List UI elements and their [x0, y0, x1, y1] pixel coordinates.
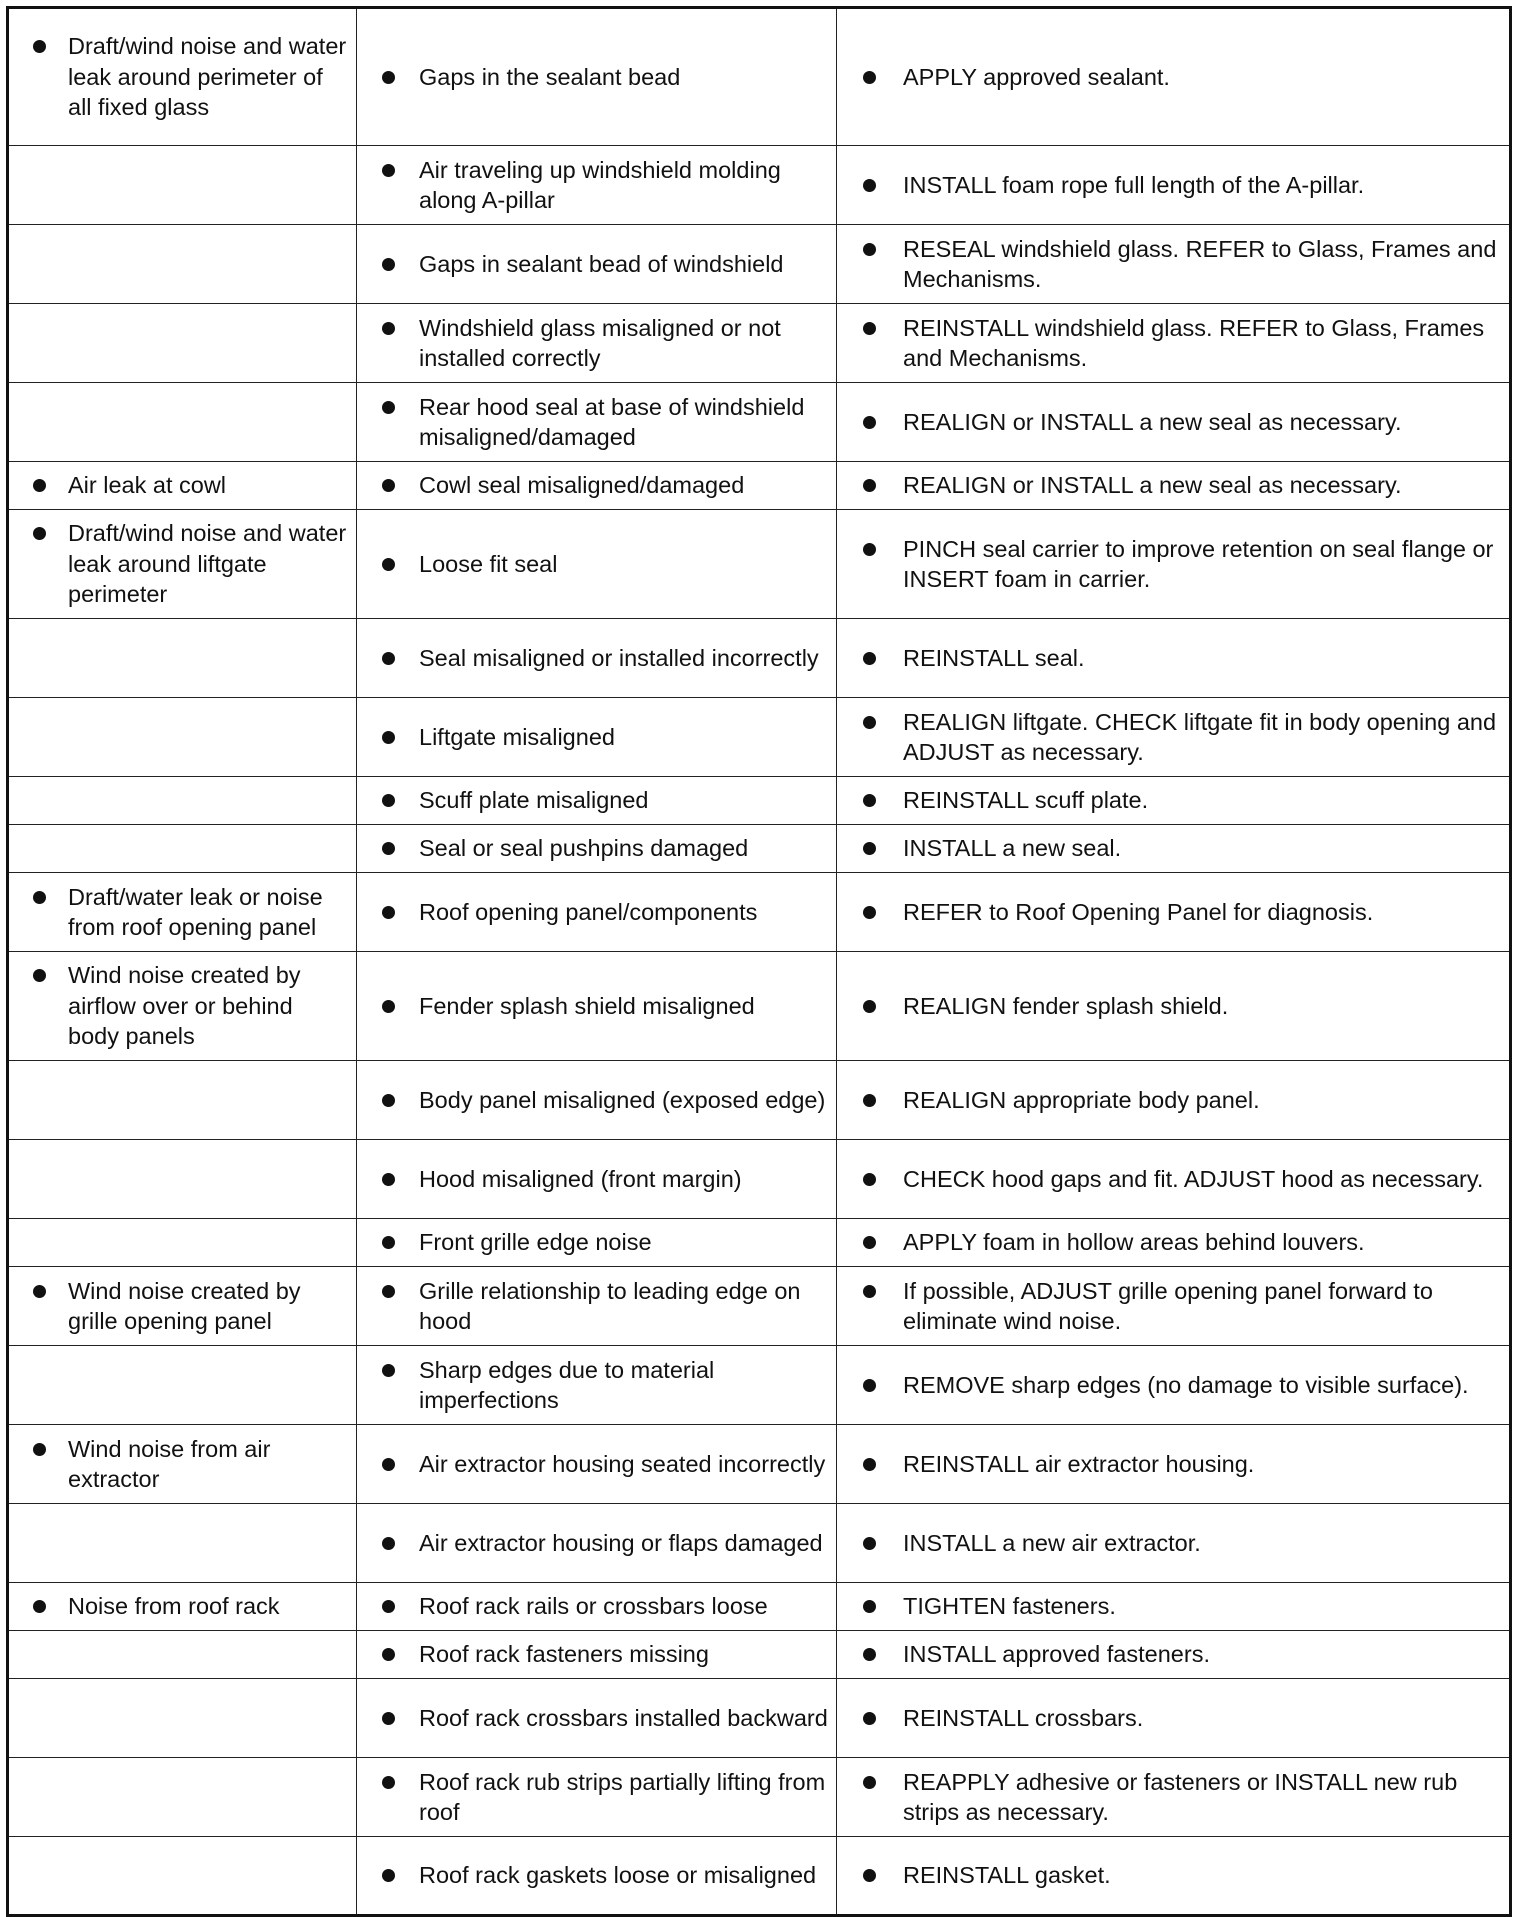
table-row — [8, 1679, 1511, 1758]
table-row — [8, 1425, 1511, 1504]
action-cell — [837, 619, 1511, 698]
table-row — [8, 1837, 1511, 1916]
table-row — [8, 1758, 1511, 1837]
table-row — [8, 510, 1511, 619]
cause-cell — [357, 383, 837, 462]
action-text: APPLY foam in hollow areas behind louvers. — [849, 1227, 1501, 1258]
cause-cell — [357, 698, 837, 777]
action-cell — [837, 146, 1511, 225]
condition-cell — [8, 510, 357, 619]
condition-cell — [8, 462, 357, 510]
condition-text: Wind noise created by grille opening panel — [21, 1276, 348, 1337]
table-row — [8, 698, 1511, 777]
table-row — [8, 777, 1511, 825]
cause-text: Gaps in the sealant bead — [369, 62, 828, 93]
action-text: REFER to Roof Opening Panel for diagnosis. — [849, 897, 1501, 928]
cause-cell — [357, 777, 837, 825]
cause-cell — [357, 304, 837, 383]
action-cell — [837, 1425, 1511, 1504]
condition-cell — [8, 1140, 357, 1219]
table-row — [8, 1219, 1511, 1267]
condition-text: Wind noise from air extractor — [21, 1434, 348, 1495]
table-row — [8, 825, 1511, 873]
cause-text: Sharp edges due to material imperfections — [369, 1355, 828, 1416]
table-row — [8, 1346, 1511, 1425]
action-text: REALIGN appropriate body panel. — [849, 1085, 1501, 1116]
condition-cell — [8, 1061, 357, 1140]
condition-cell — [8, 8, 357, 146]
cause-cell — [357, 8, 837, 146]
action-cell — [837, 1346, 1511, 1425]
cause-text: Rear hood seal at base of windshield misaligned/damaged — [369, 392, 828, 453]
cause-cell — [357, 1583, 837, 1631]
action-text: TIGHTEN fasteners. — [849, 1591, 1501, 1622]
action-cell — [837, 952, 1511, 1061]
cause-text: Cowl seal misaligned/damaged — [369, 470, 828, 501]
condition-text: Draft/water leak or noise from roof opening panel — [21, 882, 348, 943]
cause-text: Roof rack rails or crossbars loose — [369, 1591, 828, 1622]
condition-cell — [8, 304, 357, 383]
action-text: REINSTALL gasket. — [849, 1860, 1501, 1891]
cause-text: Gaps in sealant bead of windshield — [369, 249, 828, 280]
action-text: PINCH seal carrier to improve retention on seal flange or INSERT foam in carrier. — [849, 534, 1501, 595]
action-cell — [837, 8, 1511, 146]
cause-cell — [357, 1679, 837, 1758]
action-text: REALIGN or INSTALL a new seal as necessary. — [849, 407, 1501, 438]
condition-text: Wind noise created by airflow over or behind body panels — [21, 960, 348, 1052]
table-row — [8, 1504, 1511, 1583]
action-cell — [837, 304, 1511, 383]
cause-cell — [357, 873, 837, 952]
cause-text: Hood misaligned (front margin) — [369, 1164, 828, 1195]
cause-text: Roof rack rub strips partially lifting from roof — [369, 1767, 828, 1828]
condition-cell — [8, 825, 357, 873]
table-row — [8, 146, 1511, 225]
action-text: If possible, ADJUST grille opening panel forward to eliminate wind noise. — [849, 1276, 1501, 1337]
action-text: REINSTALL scuff plate. — [849, 785, 1501, 816]
action-cell — [837, 873, 1511, 952]
cause-text: Seal or seal pushpins damaged — [369, 833, 828, 864]
cause-cell — [357, 146, 837, 225]
condition-cell — [8, 1267, 357, 1346]
action-cell — [837, 1679, 1511, 1758]
condition-text: Draft/wind noise and water leak around perimeter of all fixed glass — [21, 31, 348, 123]
cause-text: Front grille edge noise — [369, 1227, 828, 1258]
diagnosis-table-wrapper — [6, 6, 1510, 1917]
condition-cell — [8, 698, 357, 777]
condition-text: Noise from roof rack — [21, 1591, 348, 1622]
table-row — [8, 1631, 1511, 1679]
cause-cell — [357, 1219, 837, 1267]
condition-cell — [8, 1583, 357, 1631]
cause-text: Windshield glass misaligned or not installed correctly — [369, 313, 828, 374]
condition-cell — [8, 952, 357, 1061]
action-cell — [837, 1140, 1511, 1219]
action-text: CHECK hood gaps and fit. ADJUST hood as necessary. — [849, 1164, 1501, 1195]
cause-cell — [357, 1140, 837, 1219]
action-cell — [837, 1631, 1511, 1679]
condition-cell — [8, 619, 357, 698]
cause-cell — [357, 1425, 837, 1504]
cause-cell — [357, 619, 837, 698]
cause-text: Air extractor housing or flaps damaged — [369, 1528, 828, 1559]
condition-text: Draft/wind noise and water leak around liftgate perimeter — [21, 518, 348, 610]
action-cell — [837, 825, 1511, 873]
condition-text: Air leak at cowl — [21, 470, 348, 501]
action-cell — [837, 1583, 1511, 1631]
condition-cell — [8, 225, 357, 304]
cause-cell — [357, 510, 837, 619]
table-row — [8, 1583, 1511, 1631]
table-row — [8, 383, 1511, 462]
action-cell — [837, 383, 1511, 462]
action-text: INSTALL a new seal. — [849, 833, 1501, 864]
action-text: REMOVE sharp edges (no damage to visible surface). — [849, 1370, 1501, 1401]
condition-cell — [8, 1219, 357, 1267]
table-row — [8, 1061, 1511, 1140]
action-cell — [837, 1267, 1511, 1346]
table-row — [8, 225, 1511, 304]
cause-text: Body panel misaligned (exposed edge) — [369, 1085, 828, 1116]
condition-cell — [8, 777, 357, 825]
diagnosis-table — [6, 6, 1512, 1917]
action-cell — [837, 1061, 1511, 1140]
cause-cell — [357, 1758, 837, 1837]
condition-cell — [8, 1837, 357, 1916]
table-row — [8, 462, 1511, 510]
cause-text: Roof opening panel/components — [369, 897, 828, 928]
action-cell — [837, 777, 1511, 825]
action-text: REALIGN liftgate. CHECK liftgate fit in body opening and ADJUST as necessary. — [849, 707, 1501, 768]
action-cell — [837, 1758, 1511, 1837]
table-row — [8, 1140, 1511, 1219]
cause-text: Loose fit seal — [369, 549, 828, 580]
action-text: INSTALL foam rope full length of the A-pillar. — [849, 170, 1501, 201]
condition-cell — [8, 1758, 357, 1837]
cause-text: Liftgate misaligned — [369, 722, 828, 753]
action-text: RESEAL windshield glass. REFER to Glass, Frames and Mechanisms. — [849, 234, 1501, 295]
action-text: REINSTALL crossbars. — [849, 1703, 1501, 1734]
condition-cell — [8, 1425, 357, 1504]
action-text: REINSTALL seal. — [849, 643, 1501, 674]
condition-cell — [8, 1504, 357, 1583]
condition-cell — [8, 1631, 357, 1679]
cause-text: Scuff plate misaligned — [369, 785, 828, 816]
condition-cell — [8, 383, 357, 462]
action-text: REAPPLY adhesive or fasteners or INSTALL new rub strips as necessary. — [849, 1767, 1501, 1828]
cause-text: Roof rack gaskets loose or misaligned — [369, 1860, 828, 1891]
table-row — [8, 619, 1511, 698]
action-text: INSTALL a new air extractor. — [849, 1528, 1501, 1559]
table-row — [8, 1267, 1511, 1346]
cause-text: Seal misaligned or installed incorrectly — [369, 643, 828, 674]
action-text: REINSTALL windshield glass. REFER to Glass, Frames and Mechanisms. — [849, 313, 1501, 374]
cause-text: Grille relationship to leading edge on hood — [369, 1276, 828, 1337]
cause-cell — [357, 225, 837, 304]
cause-cell — [357, 1346, 837, 1425]
table-row — [8, 304, 1511, 383]
table-row — [8, 873, 1511, 952]
condition-cell — [8, 873, 357, 952]
table-row — [8, 952, 1511, 1061]
cause-cell — [357, 1504, 837, 1583]
cause-cell — [357, 1267, 837, 1346]
cause-text: Roof rack crossbars installed backward — [369, 1703, 828, 1734]
cause-cell — [357, 1837, 837, 1916]
action-cell — [837, 698, 1511, 777]
action-text: APPLY approved sealant. — [849, 62, 1501, 93]
action-text: REALIGN or INSTALL a new seal as necessary. — [849, 470, 1501, 501]
cause-text: Air traveling up windshield molding along A-pillar — [369, 155, 828, 216]
cause-cell — [357, 825, 837, 873]
action-cell — [837, 1219, 1511, 1267]
condition-cell — [8, 1346, 357, 1425]
action-cell — [837, 1837, 1511, 1916]
condition-cell — [8, 146, 357, 225]
cause-text: Roof rack fasteners missing — [369, 1639, 828, 1670]
cause-cell — [357, 1631, 837, 1679]
action-cell — [837, 1504, 1511, 1583]
diagnosis-table-body — [8, 8, 1511, 1916]
cause-cell — [357, 1061, 837, 1140]
action-text: REALIGN fender splash shield. — [849, 991, 1501, 1022]
cause-cell — [357, 952, 837, 1061]
action-cell — [837, 462, 1511, 510]
table-row — [8, 8, 1511, 146]
cause-text: Fender splash shield misaligned — [369, 991, 828, 1022]
cause-text: Air extractor housing seated incorrectly — [369, 1449, 828, 1480]
action-text: REINSTALL air extractor housing. — [849, 1449, 1501, 1480]
action-cell — [837, 225, 1511, 304]
condition-cell — [8, 1679, 357, 1758]
action-cell — [837, 510, 1511, 619]
action-text: INSTALL approved fasteners. — [849, 1639, 1501, 1670]
cause-cell — [357, 462, 837, 510]
